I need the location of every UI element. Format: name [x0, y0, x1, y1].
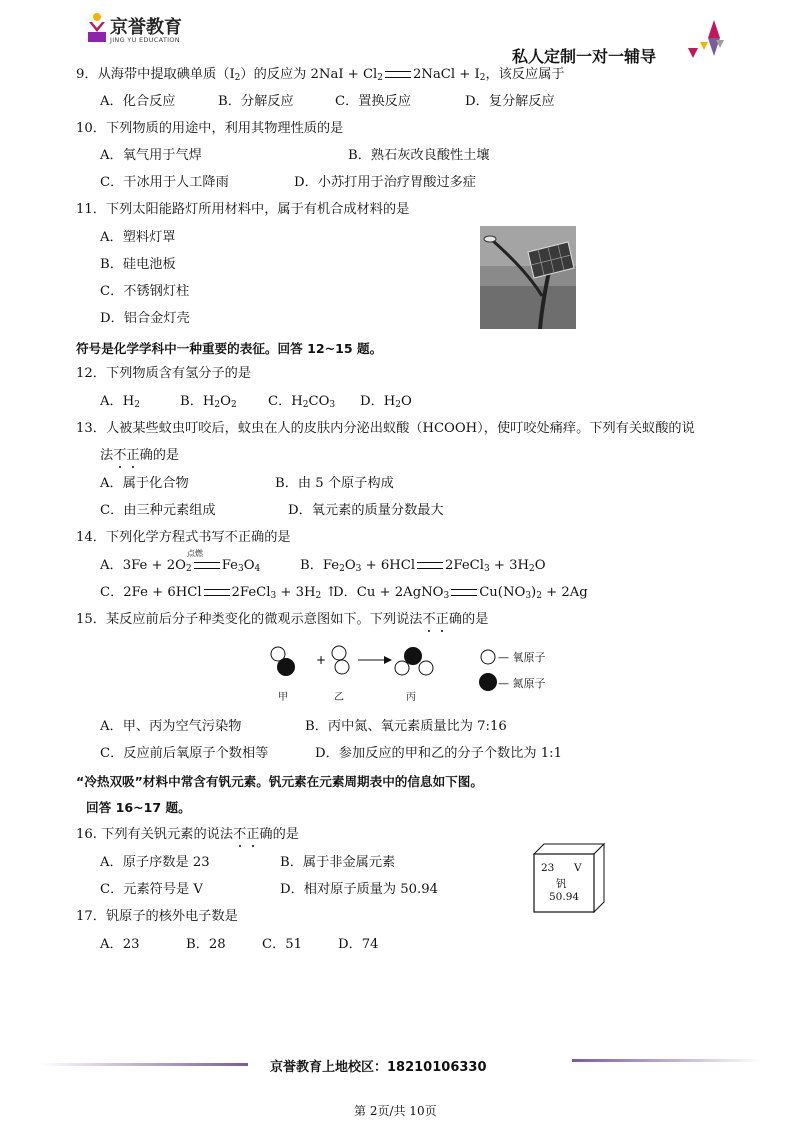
q12-option-b: B．$H_2O_2$	[180, 394, 237, 410]
q10-option: A．氧气用于气焊	[100, 148, 202, 163]
q13-option: A．属于化合物	[100, 476, 189, 491]
header	[0, 0, 794, 66]
q10-option: D．小苏打用于治疗胃酸过多症	[294, 175, 477, 190]
q16-stem: 16. 下列有关钒元素的说法不正确的是	[76, 827, 299, 842]
element-atomic-number: 23	[541, 862, 555, 874]
equals-sign-icon	[451, 589, 477, 596]
q14-option-b: B．$Fe_2O_3 + 6HCl$ 2FeCl$_3$ + $3H_2O$	[300, 558, 546, 574]
q11-option: B．硅电池板	[100, 257, 176, 272]
equals-sign-icon	[417, 562, 443, 569]
q9-option: C．置换反应	[335, 94, 412, 109]
q16-option: B．属于非金属元素	[280, 855, 396, 870]
q17-option: A．23	[100, 937, 140, 952]
q16-option: C．元素符号是 V	[100, 882, 203, 897]
molecule-yi	[332, 646, 349, 674]
q17-stem: 17．钒原子的核外电子数是	[76, 909, 238, 924]
element-mass: 50.94	[549, 891, 580, 903]
q10-option: C．干冰用于人工降雨	[100, 175, 229, 190]
element-name: 钒	[556, 878, 567, 890]
svg-text:+: +	[316, 653, 327, 667]
legend-nitrogen: — 氮原子	[498, 677, 546, 690]
element-symbol: V	[574, 862, 582, 874]
q15-option: C．反应前后氧原子个数相等	[100, 746, 269, 761]
header-slogan: 私人定制一对一辅导	[512, 47, 657, 66]
q13-stem: 13．人被某些蚊虫叮咬后，蚊虫在人的皮肤内分泌出蚁酸（HCOOH），使叮咬处痛痒。下列有关蚁酸的说	[76, 421, 695, 436]
logo-subtitle: JING YU EDUCATION	[110, 36, 180, 44]
q17-option: B．28	[186, 937, 226, 952]
q15-option: D．参加反应的甲和乙的分子个数比为 1:1	[315, 746, 562, 761]
equals-sign-icon	[204, 589, 230, 596]
diagram-label-yi: 乙	[334, 692, 344, 703]
q14-option-a: A．$3Fe + 2O_2$ $Fe_3O_4$	[100, 558, 261, 574]
q13-option: D．氧元素的质量分数最大	[288, 503, 444, 518]
footer-campus-contact: 京誉教育上地校区：18210106330	[270, 1060, 487, 1075]
q15-option: A．甲、丙为空气污染物	[100, 719, 242, 734]
logo-icon	[86, 12, 108, 44]
logo-name: 京誉教育	[110, 17, 182, 38]
q9-stem: 9．从海带中提取碘单质$(I_2)$的反应为 $2NaI + Cl_2$ 2NaCl + $I_2$，该反应属于	[76, 67, 565, 83]
q16-option: A．原子序数是 23	[100, 855, 210, 870]
molecule-bing	[395, 647, 433, 675]
q17-option: D．74	[338, 937, 379, 952]
reaction-condition-label: 点燃	[187, 549, 203, 558]
legend-oxygen: — 氧原子	[498, 651, 546, 664]
section-intro-16-17-line1: “冷热双吸”材料中常含有钒元素。钒元素在元素周期表中的信息如下图。	[76, 774, 483, 789]
page-number: 第 2页/共 10页	[354, 1104, 437, 1118]
q13-stem-cont: 法不正确的是	[100, 448, 180, 463]
q11-option: D．铝合金灯壳	[100, 311, 190, 326]
solar-street-light-photo	[480, 226, 576, 329]
footer-divider-left	[40, 1063, 248, 1066]
q14-option-c: C．2Fe + 6HCl 2FeCl$_3$ + $3H_2$ ↑	[100, 585, 337, 601]
q12-option-a: A．$H_2$	[100, 394, 140, 410]
q16-option: D．相对原子质量为 50.94	[280, 882, 439, 897]
q14-stem: 14．下列化学方程式书写不正确的是	[76, 530, 291, 545]
diagram-label-jia: 甲	[278, 692, 288, 703]
equals-sign-icon	[385, 71, 411, 78]
q9-option: A．化合反应	[100, 94, 176, 109]
q12-option-d: D．$H_2O$	[360, 394, 412, 410]
section-intro-16-17-line2: 回答 16~17 题。	[86, 800, 191, 815]
molecule-jia	[271, 647, 295, 676]
q11-stem: 11．下列太阳能路灯所用材料中，属于有机合成材料的是	[76, 202, 410, 217]
footer-divider-right	[572, 1059, 762, 1062]
q17-option: C．51	[262, 937, 303, 952]
q10-option: B．熟石灰改良酸性土壤	[348, 148, 490, 163]
section-intro-12-15: 符号是化学学科中一种重要的表征。回答 12~15 题。	[76, 341, 383, 356]
q11-option: C．不锈钢灯柱	[100, 284, 190, 299]
q12-option-c: C．$H_2CO_3$	[268, 394, 336, 410]
equals-sign-icon	[194, 562, 220, 569]
q14-option-d: D．Cu + 2AgNO$_3$ $Cu(NO_3)_2 + 2Ag$	[333, 585, 588, 601]
q15-option: B．丙中氮、氧元素质量比为 7:16	[305, 719, 507, 734]
q11-option: A．塑料灯罩	[100, 230, 176, 245]
q13-option: C．由三种元素组成	[100, 503, 216, 518]
triangles-decoration-icon	[686, 18, 726, 60]
q12-stem: 12．下列物质含有氢分子的是	[76, 366, 252, 381]
q15-stem: 15．某反应前后分子种类变化的微观示意图如下。下列说法不正确的是	[76, 612, 489, 627]
q13-option: B．由 5 个原子构成	[275, 476, 394, 491]
diagram-label-bing: 丙	[406, 692, 416, 703]
q9-option: B．分解反应	[218, 94, 294, 109]
q9-option: D．复分解反应	[465, 94, 555, 109]
q10-stem: 10．下列物质的用途中，利用其物理性质的是	[76, 121, 344, 136]
